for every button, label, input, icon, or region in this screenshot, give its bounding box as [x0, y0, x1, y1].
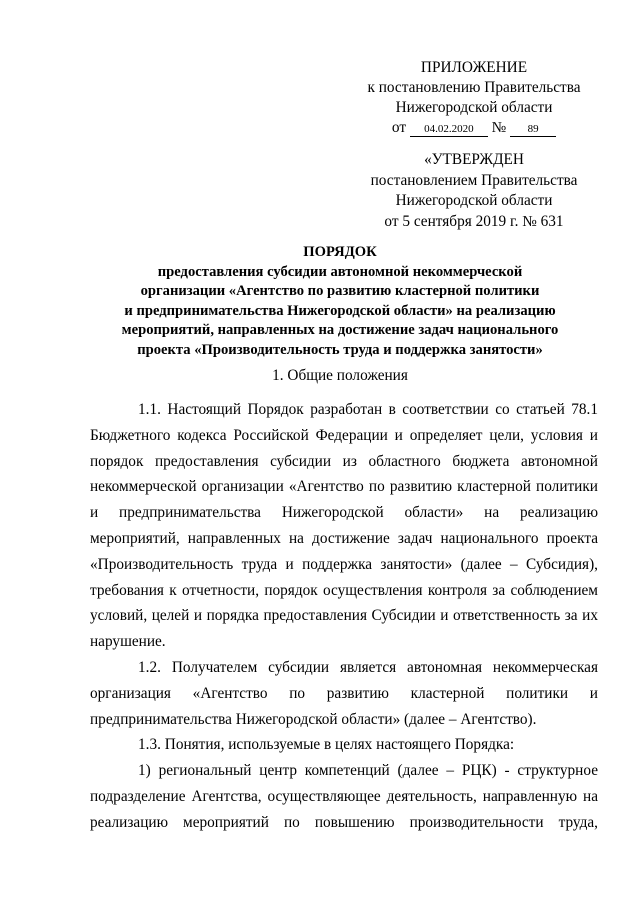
- appendix-header: [354, 58, 594, 138]
- appendix-line-3: Нижегородской области: [395, 99, 553, 116]
- title-line: и предпринимательства Нижегородской области» на реализацию: [124, 302, 556, 319]
- title-line: предоставления субсидии автономной некоммерческой: [157, 263, 523, 280]
- paragraph-1-2: 1.2. Получателем субсидии является автономная некоммерческая организация «Агентство по развитию кластерной политики и предпринимательства Нижегородской области» (далее – Агентство).: [90, 658, 598, 728]
- appendix-line-2: к постановлению Правительства: [367, 79, 581, 96]
- approved-line-1: «УТВЕРЖДЕН: [424, 151, 524, 168]
- title-line: мероприятий, направленных на достижение задач национального: [121, 322, 559, 338]
- appendix-date-number-row: [354, 118, 594, 138]
- section-heading: 1. Общие положения: [272, 367, 408, 384]
- approved-line-3: Нижегородской области: [395, 192, 553, 209]
- number-label: №: [491, 119, 507, 136]
- paragraph-1-3: 1.3. Понятия, используемые в целях настоящего Порядка:: [138, 736, 515, 754]
- title-line: организации «Агентство по развитию кластерной политики: [140, 283, 540, 299]
- approved-line-4: от 5 сентября 2019 г. № 631: [384, 212, 564, 230]
- decree-number: 89: [510, 122, 556, 137]
- title-heading: ПОРЯДОК: [303, 244, 377, 260]
- decree-date: 04.02.2020: [410, 122, 488, 137]
- document-title: [60, 243, 620, 360]
- paragraph-1-1: 1.1. Настоящий Порядок разработан в соответствии со статьей 78.1 Бюджетного кодекса Российской Федерации и определяет цели, условия и порядок предоставления субсидии из областного бюджета автономной некоммерческой организации «Агентство по развитию кластерной политики и предпринимательства Нижегородской области» на реализацию мероприятий, направленных на достижение задач национального проекта «Производительность труда и поддержка занятости» (далее – Субсидия), требования к отчетности, порядок осуществления контроля за соблюдением условий, целей и порядка предоставления Субсидии и ответственность за их нарушение.: [90, 401, 598, 651]
- approved-line-2: постановлением Правительства: [370, 171, 578, 189]
- paragraph-definition-1: 1) региональный центр компетенций (далее – РЦК) - структурное подразделение Агентства, осуществляющее деятельность, направленную на реализацию мероприятий по повышению производительности труда,: [90, 762, 598, 831]
- document-body: [90, 397, 598, 836]
- appendix-title: ПРИЛОЖЕНИЕ: [420, 59, 528, 76]
- from-label: от: [391, 119, 407, 136]
- approved-stamp-block: [354, 150, 594, 232]
- title-line: проекта «Производительность труда и поддержка занятости»: [137, 341, 543, 358]
